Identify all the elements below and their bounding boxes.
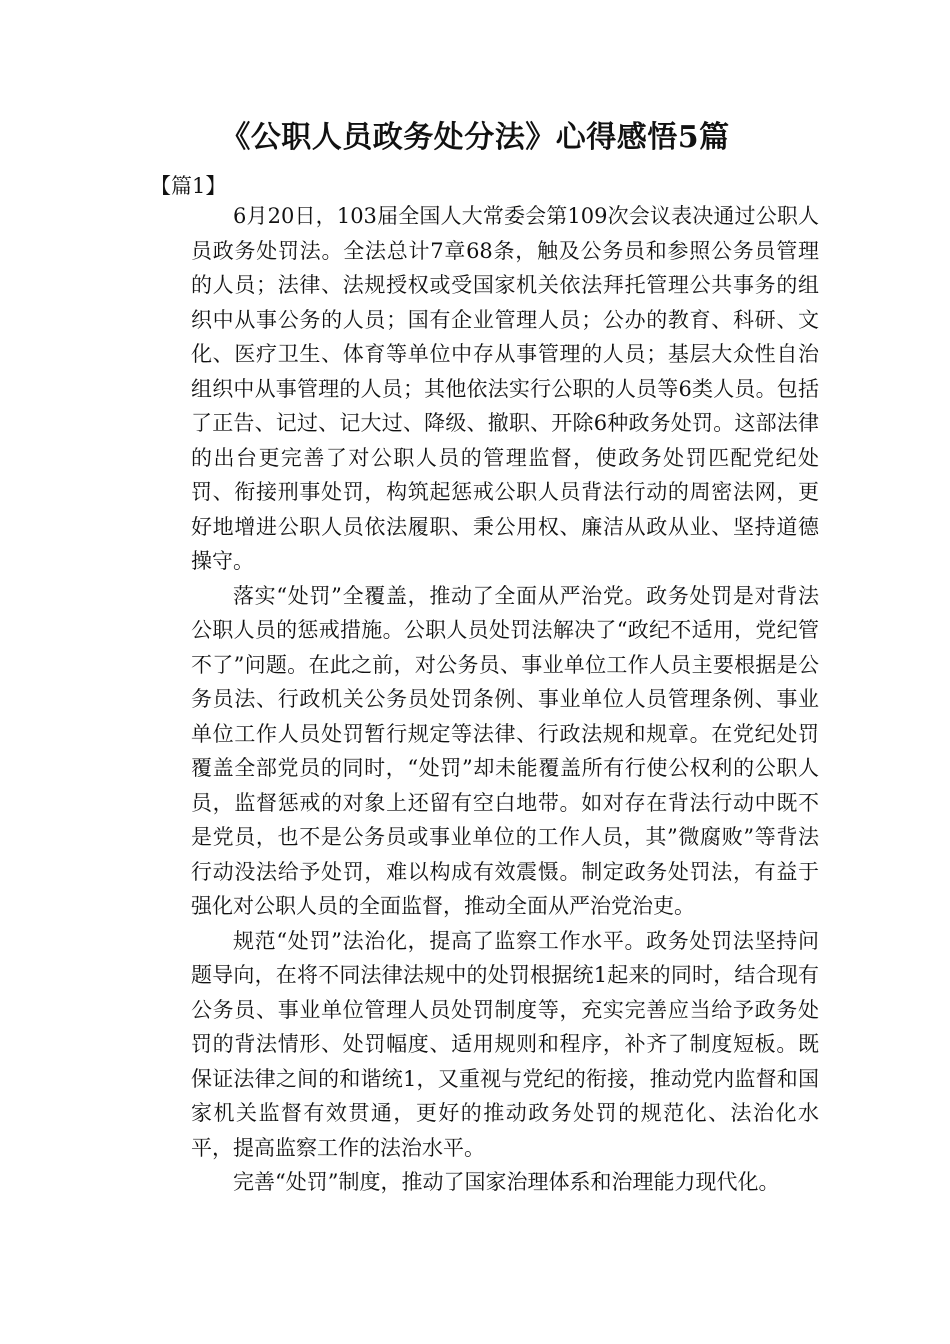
paragraph-4: 完善“处罚”制度，推动了国家治理体系和治理能力现代化。 — [233, 1170, 780, 1194]
paragraph-2: 落实“处罚”全覆盖，推动了全面从严治党。政务处罚是对背法公职人员的惩戒措施。公职人员处罚法解决了“政纪不适用，党纪管不了”问题。在此之前，对公务员、事业单位工作人员主要根据是公务员法、行政机关公务员处罚条例、事业单位人员管理条例、事业单位工作人员处罚暂行规定等法律、行政法规和规章。在党纪处罚覆盖全部党员的同时，“处罚”却未能覆盖所有行使公权利的公职人员，监督惩戒的对象上还留有空白地带。如对存在背法行动中既不是党员，也不是公务员或事业单位的工作人员，其”微腐败”等背法行动没法给予处罚，难以构成有效震慑。制定政务处罚法，有益于强化对公职人员的全面监督，推动全面从严治党治吏。 — [191, 583, 819, 918]
paragraph-3: 规范“处罚”法治化，提高了监察工作水平。政务处罚法坚持问题导向，在将不同法律法规中的处罚根据统1起来的同时，结合现有公务员、事业单位管理人员处罚制度等，充实完善应当给予政务处罚的背法情形、处罚幅度、适用规则和程序，补齐了制度短板。既保证法律之间的和谐统1，又重视与党纪的衔接，推动党内监督和国家机关监督有效贯通，更好的推动政务处罚的规范化、法治化水平，提高监察工作的法治水平。 — [191, 928, 819, 1160]
section-label: 【篇1】 — [150, 174, 227, 198]
document-title: 《公职人员政务处分法》心得感悟5篇 — [220, 120, 730, 155]
paragraph-1: 6月20日，103届全国人大常委会第109次会议表决通过公职人员政务处罚法。全法总计7章68条，触及公务员和参照公务员管理的人员；法律、法规授权或受国家机关依法拜托管理公共事务的组织中从事公务的人员；国有企业管理人员；公办的教育、科研、文化、医疗卫生、体育等单位中存从事管理的人员；基层大众性自治组织中从事管理的人员；其他依法实行公职的人员等6类人员。包括了正告、记过、记大过、降级、撤职、开除6种政务处罚。这部法律的出台更完善了对公职人员的管理监督，使政务处罚匹配党纪处罚、衔接刑事处罚，构筑起惩戒公职人员背法行动的周密法网，更好地增进公职人员依法履职、秉公用权、廉洁从政从业、坚持道德操守。 — [191, 204, 819, 573]
document-body — [191, 199, 819, 1200]
